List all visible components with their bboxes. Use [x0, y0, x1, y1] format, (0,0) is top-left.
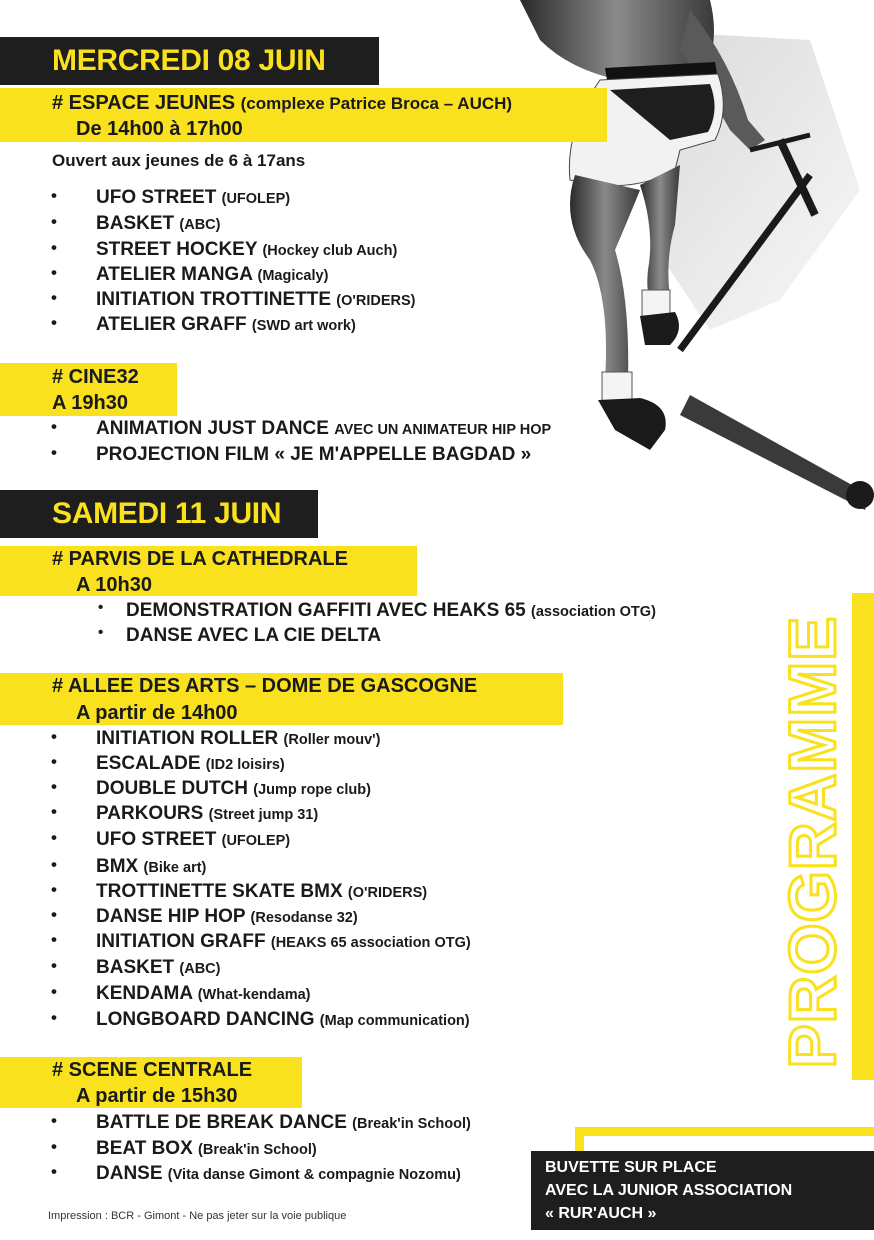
list-item: • UFO STREET (UFOLEP): [51, 828, 291, 850]
list-item: • DANSE AVEC LA CIE DELTA: [98, 624, 382, 646]
list-item: • BMX (Bike art): [51, 855, 207, 877]
buvette-accent-top: [575, 1127, 874, 1136]
list-item: • KENDAMA (What-kendama): [51, 982, 311, 1004]
section-header-cine32: [0, 363, 177, 416]
list-item: • ANIMATION JUST DANCE AVEC UN ANIMATEUR HIP HOP: [51, 417, 552, 439]
section-title-cine32: # CINE32: [52, 366, 139, 388]
section-header-scene: [0, 1057, 302, 1108]
buvette-line-1: BUVETTE SUR PLACE: [545, 1159, 717, 1176]
buvette-line-3: « RUR'AUCH »: [545, 1205, 657, 1222]
list-item: • DEMONSTRATION GAFFITI AVEC HEAKS 65 (association OTG): [98, 599, 656, 621]
day-label-saturday: SAMEDI 11 JUIN: [52, 497, 282, 530]
list-item: • ATELIER GRAFF (SWD art work): [51, 313, 356, 335]
section-time-allee: A partir de 14h00: [76, 702, 238, 724]
day-header-saturday: [0, 490, 318, 538]
list-item: • BEAT BOX (Break'in School): [51, 1137, 317, 1159]
list-item: • BATTLE DE BREAK DANCE (Break'in School): [51, 1111, 471, 1133]
list-item: • UFO STREET (UFOLEP): [51, 186, 291, 208]
list-item: • INITIATION GRAFF (HEAKS 65 association OTG): [51, 930, 471, 952]
section-header-allee: [0, 673, 563, 725]
list-item: • LONGBOARD DANCING (Map communication): [51, 1008, 470, 1030]
list-item: • INITIATION TROTTINETTE (O'RIDERS): [51, 288, 416, 310]
section-time-espace-jeunes: De 14h00 à 17h00: [76, 118, 243, 140]
list-item: • ESCALADE (ID2 loisirs): [51, 752, 285, 774]
list-item: • DOUBLE DUTCH (Jump rope club): [51, 777, 371, 799]
section-header-parvis: [0, 546, 417, 596]
list-item: • DANSE (Vita danse Gimont & compagnie Nozomu): [51, 1162, 461, 1184]
day-header-wednesday: [0, 37, 379, 85]
list-item: • ATELIER MANGA (Magicaly): [51, 263, 329, 285]
list-item: • BASKET (ABC): [51, 212, 221, 234]
print-footer: Impression : BCR - Gimont - Ne pas jeter sur la voie publique: [48, 1210, 347, 1222]
section-time-parvis: A 10h30: [76, 574, 152, 596]
section-time-cine32: A 19h30: [52, 392, 128, 414]
programme-title: PROGRAMME: [775, 615, 849, 1069]
section-title-allee: # ALLEE DES ARTS – DOME DE GASCOGNE: [52, 675, 478, 697]
list-item: • STREET HOCKEY (Hockey club Auch): [51, 238, 398, 260]
list-item: • DANSE HIP HOP (Resodanse 32): [51, 905, 358, 927]
section-title-parvis: # PARVIS DE LA CATHEDRALE: [52, 548, 348, 570]
list-item: • TROTTINETTE SKATE BMX (O'RIDERS): [51, 880, 428, 902]
list-item: • PARKOURS (Street jump 31): [51, 802, 319, 824]
buvette-accent-left: [575, 1127, 584, 1151]
list-item: • BASKET (ABC): [51, 956, 221, 978]
section-title-espace-jeunes: # ESPACE JEUNES (complexe Patrice Broca – AUCH): [52, 92, 513, 114]
list-item: • INITIATION ROLLER (Roller mouv'): [51, 727, 381, 749]
section-time-scene: A partir de 15h30: [76, 1085, 238, 1107]
buvette-box: [531, 1151, 874, 1230]
section-title-scene: # SCENE CENTRALE: [52, 1059, 253, 1081]
buvette-line-2: AVEC LA JUNIOR ASSOCIATION: [545, 1182, 793, 1199]
espace-intro-text: Ouvert aux jeunes de 6 à 17ans: [52, 151, 306, 170]
list-item: • PROJECTION FILM « JE M'APPELLE BAGDAD »: [51, 443, 532, 465]
day-label-wednesday: MERCREDI 08 JUIN: [52, 44, 326, 77]
programme-accent-bar: [852, 593, 874, 1080]
section-header-espace-jeunes: [0, 88, 607, 142]
